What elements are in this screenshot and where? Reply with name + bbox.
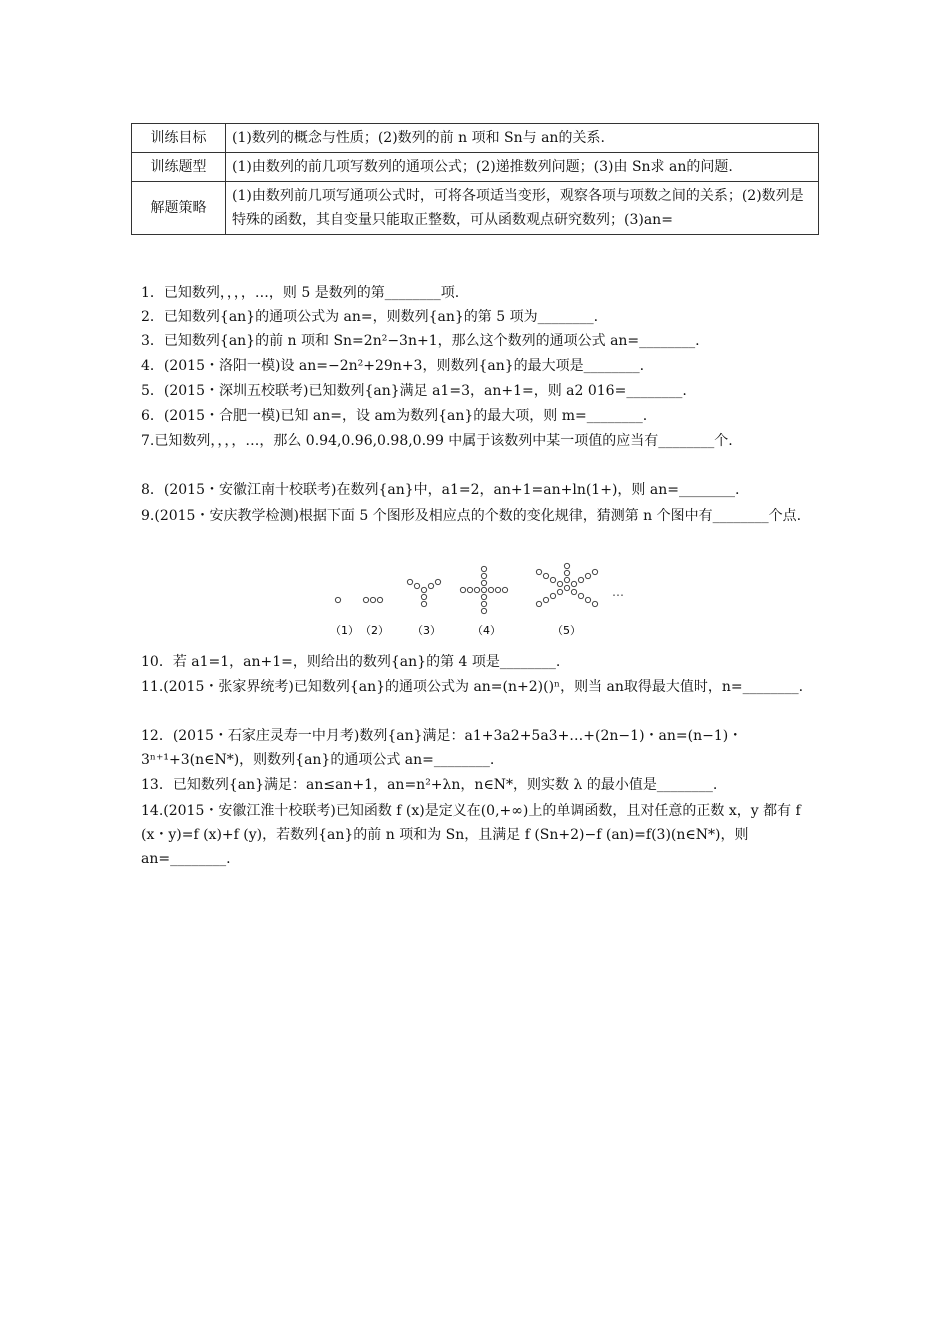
table-row — [132, 124, 819, 153]
question-7: 7.已知数列，，，，…，那么 0.94,0.96,0.98,0.99 中属于该数列中某一项值的应当有________个. — [141, 433, 733, 449]
question-13: 13．已知数列{an}满足：an≤an+1，an=n²+λn，n∈N*，则实数 λ 的最小值是________. — [141, 777, 718, 793]
dot — [335, 597, 340, 602]
question-8: 8．(2015・安徽江南十校联考)在数列{an}中，a1=2，an+1=an+ln(1+)，则 an=________. — [141, 482, 740, 498]
training-goals-table — [131, 123, 819, 235]
caption-3: （3） — [412, 624, 441, 637]
row-body: (1)由数列前几项写通项公式时，可将各项适当变形，观察各项与项数之间的关系；(2)数列是特殊的函数，其自变量只能取正整数，可从函数观点研究数列；(3)an= — [226, 182, 819, 235]
row-header: 解题策略 — [132, 182, 226, 235]
row-body: (1)数列的概念与性质；(2)数列的前 n 项和 Sn与 an的关系. — [226, 124, 819, 153]
row-header: 训练目标 — [132, 124, 226, 153]
question-1: 1．已知数列，，，，…，则 5 是数列的第________项. — [141, 285, 460, 301]
dot-patterns-svg — [330, 560, 630, 644]
dot-pattern-figure — [330, 560, 630, 644]
caption-2: （2） — [360, 624, 389, 637]
question-6: 6．(2015・合肥一模)已知 an=，设 am为数列{an}的最大项，则 m=________. — [141, 408, 648, 424]
question-2: 2．已知数列{an}的通项公式为 an=，则数列{an}的第 5 项为________. — [141, 309, 599, 325]
question-12: 12．(2015・石家庄灵寿一中月考)数列{an}满足：a1+3a2+5a3+…+(2n−1)・an=(n−1)・3ⁿ⁺¹+3(n∈N*)，则数列{an}的通项公式 an=________. — [141, 728, 743, 768]
caption-5: （5） — [552, 624, 581, 637]
caption-1: （1） — [330, 624, 359, 637]
question-10: 10．若 a1=1，an+1=，则给出的数列{an}的第 4 项是________. — [141, 654, 561, 670]
question-14: 14.(2015・安徽江淮十校联考)已知函数 f (x)是定义在(0,+∞)上的单调函数，且对任意的正数 x，y 都有 f (x・y)=f (x)+f (y)，若数列{an}的前 n 项和为 Sn，且满足 f (Sn+2)−f (an)=f(3)(n∈N*)，则 an=________. — [141, 803, 801, 867]
row-body: (1)由数列的前几项写数列的通项公式；(2)递推数列问题；(3)由 Sn求 an的问题. — [226, 153, 819, 182]
question-9: 9.(2015・安庆教学检测)根据下面 5 个图形及相应点的个数的变化规律，猜测第 n 个图中有________个点. — [141, 508, 802, 524]
question-3: 3．已知数列{an}的前 n 项和 Sn=2n²−3n+1，那么这个数列的通项公式 an=________. — [141, 333, 700, 349]
table-row — [132, 153, 819, 182]
question-11: 11.(2015・张家界统考)已知数列{an}的通项公式为 an=(n+2)()ⁿ，则当 an取得最大值时，n=________. — [141, 679, 804, 695]
ellipsis: … — [612, 585, 624, 599]
row-header: 训练题型 — [132, 153, 226, 182]
caption-4: （4） — [472, 624, 501, 637]
question-5: 5．(2015・深圳五校联考)已知数列{an}满足 a1=3，an+1=，则 a2 016=________. — [141, 383, 687, 399]
table-row — [132, 182, 819, 235]
question-4: 4．(2015・洛阳一模)设 an=−2n²+29n+3，则数列{an}的最大项是________. — [141, 358, 645, 374]
